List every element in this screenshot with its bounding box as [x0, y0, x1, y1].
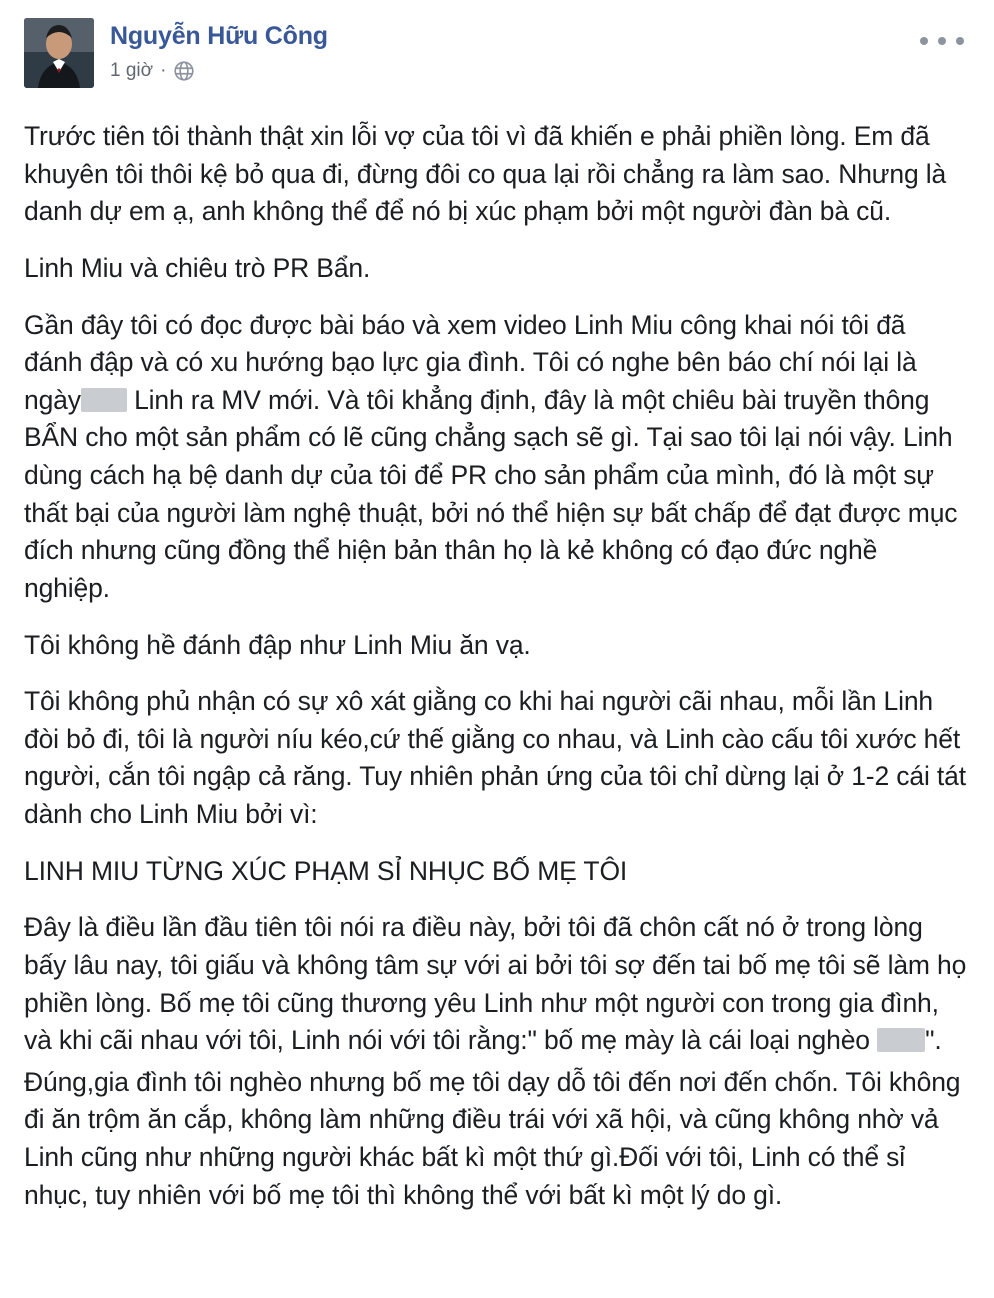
redacted-text — [877, 1028, 925, 1052]
author-name[interactable]: Nguyễn Hữu Công — [110, 22, 328, 50]
post-meta — [110, 60, 328, 82]
post-paragraph: Tôi không hề đánh đập như Linh Miu ăn vạ. — [24, 629, 531, 660]
post-timestamp[interactable]: 1 giờ — [110, 59, 154, 81]
post-paragraph-part: Linh ra MV mới. Và tôi khẳng định, đây là một chiêu bài truyền thông BẨN cho một sản phẩm có lẽ cũng chẳng sạch sẽ gì. Tại sao tôi lại nói vậy. Linh dùng cách hạ bệ danh dự của tôi để PR cho sản phẩm của mình, đó là một sự thất bại của người làm nghệ thuật, bởi nó thể hiện sự bất chấp để đạt được mục đích nhưng cũng đồng thể hiện bản thân họ là kẻ không có đạo đức nghề nghiệp. — [24, 384, 958, 603]
more-dot — [920, 37, 928, 45]
post-paragraph: Đúng,gia đình tôi nghèo nhưng bố mẹ tôi dạy dỗ tôi đến nơi đến chốn. Tôi không đi ăn trộm ăn cắp, không làm những điều trái với xã hội, và cũng không nhờ vả Linh cũng như những người khác bất kì một thứ gì.Đối với tôi, Linh có thể sỉ nhục, tuy nhiên với bố mẹ tôi thì không thể với bất kì một lý do gì. — [24, 1066, 961, 1210]
post-header — [24, 18, 970, 104]
post-paragraph — [24, 307, 970, 608]
meta-separator: · — [160, 59, 167, 81]
post-paragraph: Tôi không phủ nhận có sự xô xát giằng co khi hai người cãi nhau, mỗi lần Linh đòi bỏ đi, tôi là người níu kéo,cứ thế giằng co nhau, và Linh cào cấu tôi xước hết người, cắn tôi ngập cả răng. Tuy nhiên phản ứng của tôi chỉ dừng lại ở 1-2 cái tát dành cho Linh Miu bởi vì: — [24, 686, 966, 829]
post-header-text — [110, 18, 328, 82]
post-paragraph: Trước tiên tôi thành thật xin lỗi vợ của tôi vì đã khiến e phải phiền lòng. Em đã khuyên tôi thôi kệ bỏ qua đi, đừng đôi co qua lại rồi chẳng ra làm sao. Nhưng là danh dự em ạ, anh không thể để nó bị xúc phạm bởi một người đàn bà cũ. — [24, 121, 947, 227]
more-dot — [956, 37, 964, 45]
post-paragraph-heading: LINH MIU TỪNG XÚC PHẠM SỈ NHỤC BỐ MẸ TÔI — [24, 855, 628, 886]
avatar-image — [24, 18, 94, 88]
more-dot — [938, 37, 946, 45]
post-paragraph-part: ". — [925, 1025, 942, 1056]
post-paragraph-part: Đây là điều lần đầu tiên tôi nói ra điều này, bởi tôi đã chôn cất nó ở trong lòng bấy lâu nay, tôi giấu và không tâm sự với ai bởi tôi sợ đến tai bố mẹ tôi sẽ làm họ phiền lòng. Bố mẹ tôi cũng thương yêu Linh như một người con trong gia đình, và khi cãi nhau với tôi, Linh nói với tôi rằng:" bố mẹ mày là cái loại nghèo — [24, 912, 967, 1056]
redacted-text — [81, 388, 127, 412]
avatar[interactable] — [24, 18, 94, 88]
more-options-icon[interactable] — [920, 28, 964, 54]
post-body — [24, 118, 970, 1214]
post-paragraph-part: Gần đây tôi có đọc được bài báo và xem video Linh Miu công khai nói tôi đã đánh đập và có xu hướng bạo lực gia đình. Tôi có nghe bên báo chí nói lại là ngày — [24, 309, 917, 415]
post-paragraph — [24, 909, 970, 1060]
globe-icon[interactable] — [173, 60, 195, 82]
post-paragraph: Linh Miu và chiêu trò PR Bẩn. — [24, 252, 371, 283]
